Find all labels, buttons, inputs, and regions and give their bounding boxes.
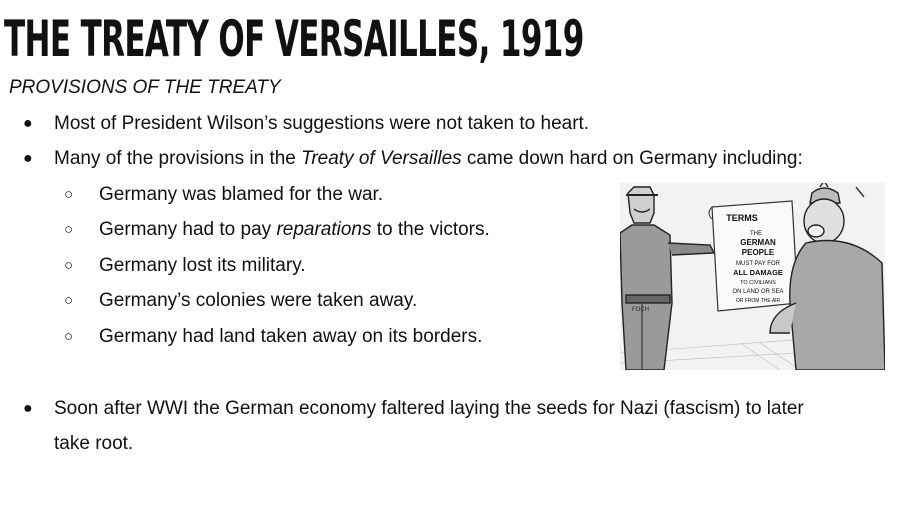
list-item — [0, 113, 900, 137]
text-run: Many of the provisions in the — [54, 148, 302, 169]
belt-label: FOCH — [632, 307, 649, 313]
text-run: came down hard on Germany including: — [461, 148, 803, 169]
sub-bullet-text: Germany had land taken away on its borders. — [99, 326, 483, 347]
bullet-text: Soon after WWI the German economy faltered laying the seeds for Nazi (fascism) to later — [54, 398, 804, 419]
page-title: THE TREATY OF VERSAILLES, 1919 — [4, 10, 584, 68]
bullet-text — [54, 148, 803, 170]
sign-line: MUST PAY FOR — [736, 261, 780, 267]
sign-line: OR FROM THE AIR — [735, 298, 781, 304]
sub-bullet-circle: ○ — [64, 221, 74, 238]
sub-bullet-text — [99, 219, 490, 241]
terms-paper — [709, 201, 798, 311]
text-run: to the victors. — [371, 219, 490, 240]
sub-list-item — [0, 326, 600, 350]
sign-line: TERMS — [726, 213, 758, 223]
sign-line: ALL DAMAGE — [733, 268, 783, 277]
section-subtitle: PROVISIONS OF THE TREATY — [9, 77, 281, 98]
sign-line: PEOPLE — [741, 248, 775, 257]
political-cartoon-image — [620, 183, 885, 370]
bullet-dot: ● — [23, 150, 33, 167]
bullet-dot: ● — [23, 115, 33, 132]
bullet-dot: ● — [23, 400, 33, 417]
sign-line: TO CIVILIANS — [740, 280, 776, 286]
emphasis-text: Treaty of Versailles — [301, 148, 462, 169]
sign-line: GERMAN — [740, 238, 776, 247]
text-run: Germany had to pay — [99, 219, 277, 240]
sub-bullet-circle: ○ — [64, 186, 74, 203]
sub-bullet-circle: ○ — [64, 257, 74, 274]
emphasis-text: reparations — [276, 219, 372, 240]
sign-line: ON LAND OR SEA — [732, 289, 784, 295]
bullet-text: take root. — [54, 433, 134, 454]
list-item — [0, 148, 900, 172]
sub-bullet-text: Germany lost its military. — [99, 255, 306, 276]
sub-bullet-circle: ○ — [64, 328, 74, 345]
sign-line: THE — [750, 231, 762, 237]
bullet-text: Most of President Wilson’s suggestions were not taken to heart. — [54, 113, 590, 134]
sub-bullet-text: Germany was blamed for the war. — [99, 184, 384, 205]
list-item-continuation — [0, 433, 900, 457]
sub-list-item — [0, 184, 600, 208]
sub-list-item — [0, 290, 600, 314]
sub-bullet-circle: ○ — [64, 292, 74, 309]
list-item — [0, 398, 900, 422]
sub-list-item — [0, 219, 600, 243]
sub-bullet-text: Germany’s colonies were taken away. — [99, 290, 418, 311]
sub-list-item — [0, 255, 600, 279]
